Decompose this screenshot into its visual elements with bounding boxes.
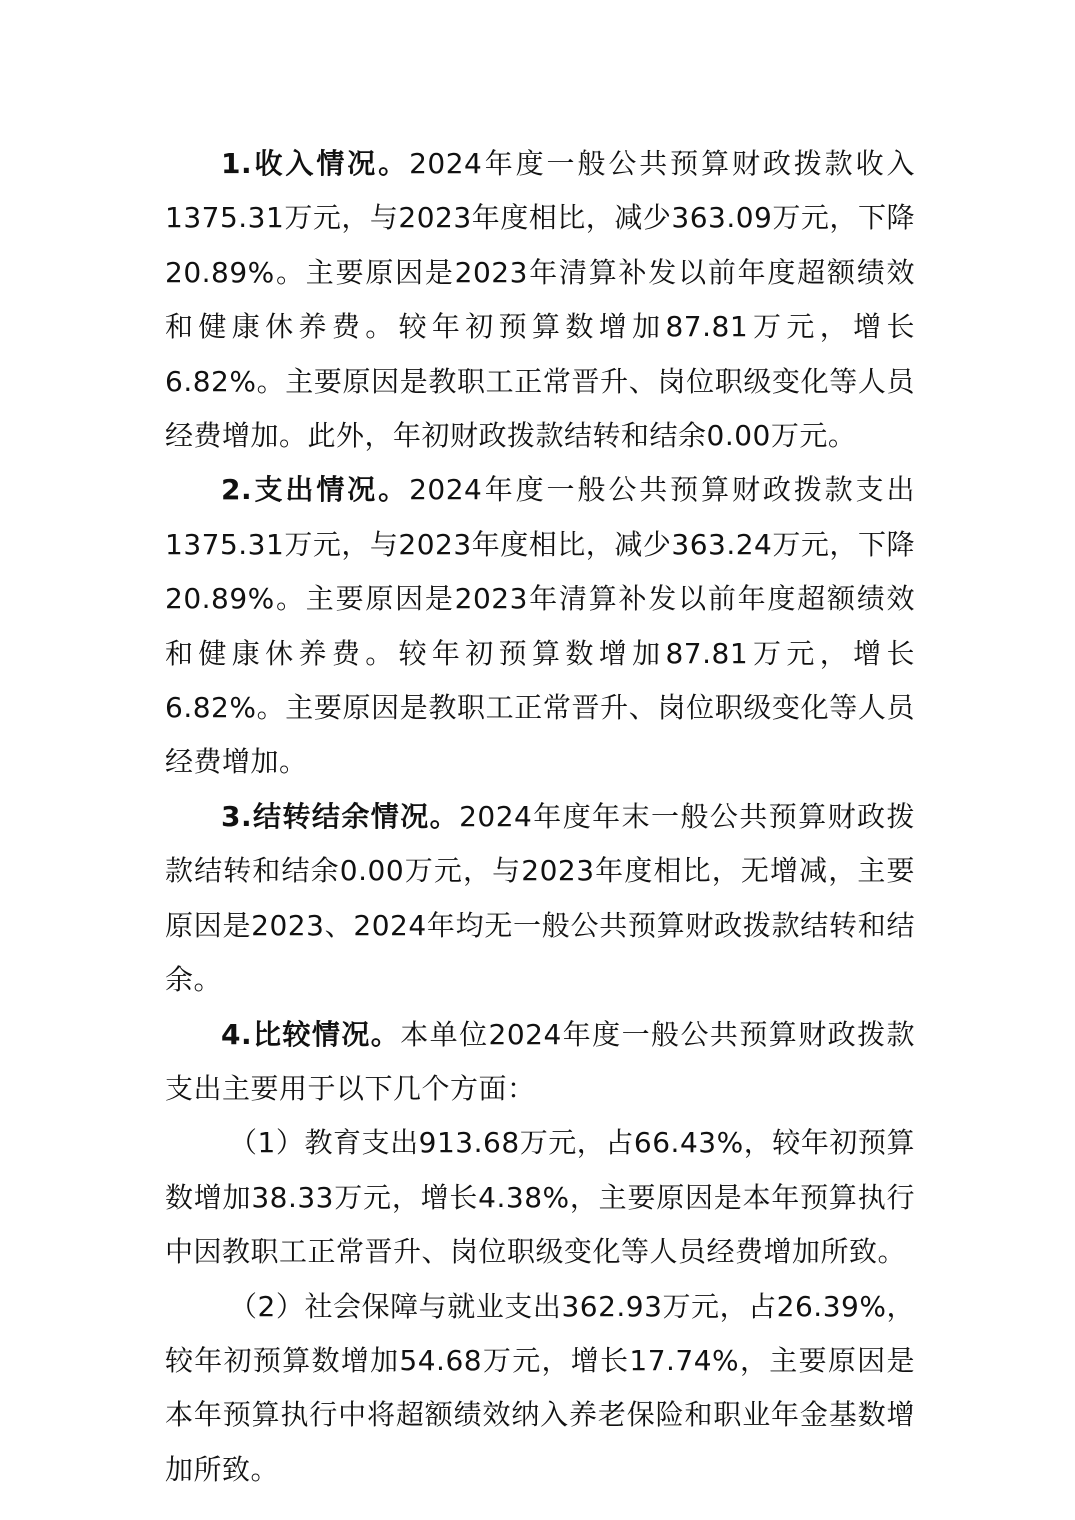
text-income: 2024年度一般公共预算财政拨款收入1375.31万元，与2023年度相比，减少363.09万元，下降20.89%。主要原因是2023年清算补发以前年度超额绩效和健康休养费。较年初预算数增加87.81万元，增长6.82%。主要原因是教职工正常晋升、岗位职级变化等人员经费增加。此外，年初财政拨款结转和结余0.00万元。 — [165, 147, 915, 453]
list-item-education — [165, 1116, 915, 1279]
text-comparison: 本单位2024年度一般公共预算财政拨款支出主要用于以下几个方面： — [165, 1017, 916, 1105]
list-item-social-security — [165, 1280, 915, 1498]
paragraph-comparison — [165, 1008, 915, 1117]
heading-carryover: 3.结转结余情况。 — [221, 799, 460, 833]
heading-comparison: 4.比较情况。 — [221, 1017, 401, 1051]
heading-expenditure: 2.支出情况。 — [221, 473, 410, 507]
paragraph-income — [165, 137, 915, 463]
heading-income: 1.收入情况。 — [221, 147, 410, 180]
text-social-security: （2）社会保障与就业支出362.93万元，占26.39%，较年初预算数增加54.68万元，增长17.74%，主要原因是本年预算执行中将超额绩效纳入养老保险和职业年金基数增加所致。 — [165, 1289, 915, 1486]
text-education: （1）教育支出913.68万元，占66.43%，较年初预算数增加38.33万元，增长4.38%，主要原因是本年预算执行中因教职工正常晋升、岗位职级变化等人员经费增加所致。 — [165, 1126, 915, 1269]
paragraph-expenditure — [165, 463, 915, 789]
document-body — [165, 137, 915, 1497]
paragraph-carryover — [165, 790, 915, 1008]
text-expenditure: 2024年度一般公共预算财政拨款支出1375.31万元，与2023年度相比，减少363.24万元，下降20.89%。主要原因是2023年清算补发以前年度超额绩效和健康休养费。较年初预算数增加87.81万元，增长6.82%。主要原因是教职工正常晋升、岗位职级变化等人员经费增加。 — [165, 473, 915, 779]
text-carryover: 2024年度年末一般公共预算财政拨款结转和结余0.00万元，与2023年度相比，无增减，主要原因是2023、2024年均无一般公共预算财政拨款结转和结余。 — [165, 799, 915, 997]
